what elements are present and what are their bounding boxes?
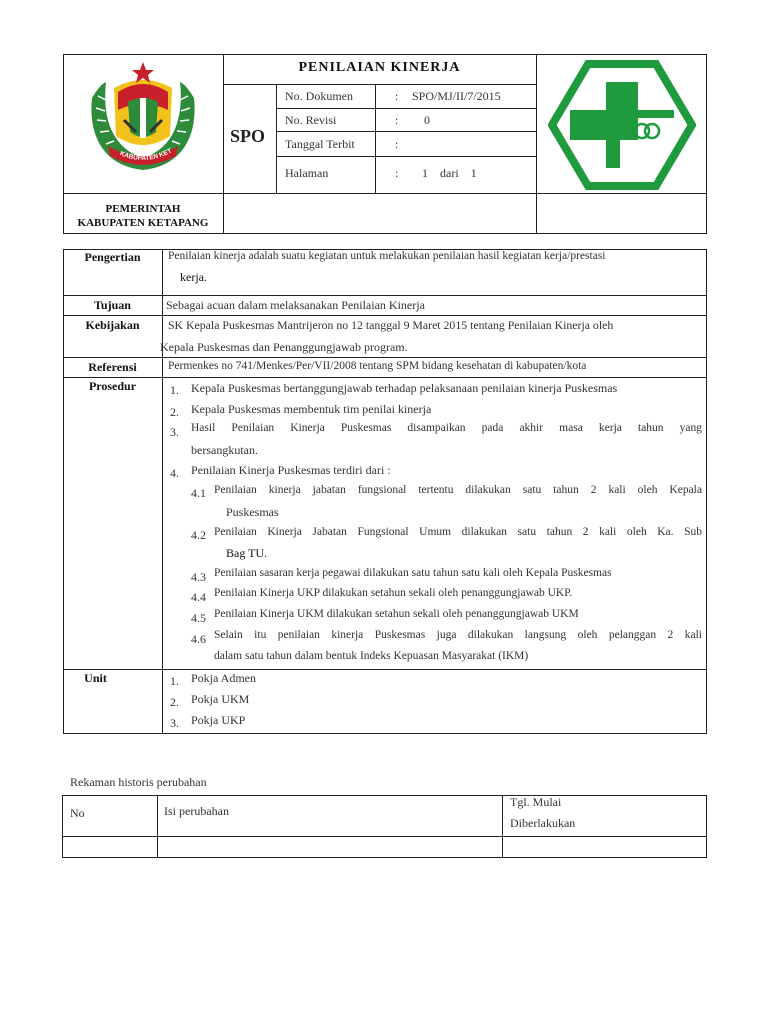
unit-item-number: 1.	[170, 674, 179, 688]
prosedur-item-number: 4.	[170, 466, 179, 480]
field-value-no-revisi: 0	[424, 113, 430, 127]
prosedur-item-number: 3.	[170, 425, 179, 439]
referensi-text: Permenkes no 741/Menkes/Per/VII/2008 tentang SPM bidang kesehatan di kabupaten/kota	[168, 360, 587, 372]
field-label-tanggal-terbit: Tanggal Terbit	[285, 137, 355, 151]
prosedur-item: Hasil Penilaian Kinerja Puskesmas disampaikan pada akhir masa kerja tahun yang	[191, 422, 702, 434]
puskesmas-logo	[548, 60, 696, 190]
field-label-halaman: Halaman	[285, 166, 329, 180]
row-label-tujuan: Tujuan	[94, 298, 131, 312]
field-value-no-dokumen: SPO/MJ/II/7/2015	[412, 89, 501, 103]
unit-item: Pokja UKM	[191, 692, 250, 706]
prosedur-subitem-number: 4.6	[191, 632, 206, 646]
history-col-tgl-cont: Diberlakukan	[510, 816, 576, 830]
spo-label: SPO	[230, 126, 266, 146]
prosedur-item-number: 2.	[170, 405, 179, 419]
prosedur-subitem-number: 4.3	[191, 570, 206, 584]
prosedur-subitem: Penilaian Kinerja UKP dilakukan setahun sekali oleh penanggungjawab UKP.	[214, 587, 573, 599]
history-col-isi: Isi perubahan	[164, 804, 229, 818]
prosedur-subitem: Penilaian Kinerja UKM dilakukan setahun sekali oleh penanggungjawab UKM	[214, 608, 579, 620]
pengertian-text: Penilaian kinerja adalah suatu kegiatan untuk melakukan penilaian hasil kegiatan kerja/prestasi	[168, 250, 606, 262]
prosedur-item: Kepala Puskesmas bertanggungjawab terhadap pelaksanaan penilaian kinerja Puskesmas	[191, 381, 618, 395]
prosedur-subitem: Penilaian Kinerja Jabatan Fungsional Umum dilakukan satu tahun 2 kali oleh Ka. Sub	[214, 526, 702, 538]
prosedur-subitem: Selain itu penilaian kinerja Puskesmas juga dilakukan langsung oleh pelanggan 2 kali	[214, 629, 702, 641]
row-label-kebijakan: Kebijakan	[85, 318, 140, 332]
prosedur-item-number: 1.	[170, 383, 179, 397]
tujuan-text: Sebagai acuan dalam melaksanakan Penilaian Kinerja	[166, 298, 425, 312]
history-caption: Rekaman historis perubahan	[70, 775, 207, 789]
kebijakan-text: SK Kepala Puskesmas Mantrijeron no 12 tanggal 9 Maret 2015 tentang Penilaian Kinerja oleh	[168, 318, 614, 332]
row-label-referensi: Referensi	[88, 360, 137, 374]
prosedur-subitem-number: 4.1	[191, 486, 206, 500]
prosedur-item: Penilaian Kinerja Puskesmas terdiri dari :	[191, 463, 391, 477]
row-label-pengertian: Pengertian	[84, 250, 141, 264]
unit-item-number: 2.	[170, 695, 179, 709]
prosedur-subitem-number: 4.5	[191, 611, 206, 625]
history-col-tgl: Tgl. Mulai	[510, 795, 562, 809]
history-table	[62, 795, 707, 858]
gov-line-1: PEMERINTAH	[105, 203, 181, 215]
field-colon: :	[395, 89, 399, 103]
field-label-no-revisi: No. Revisi	[285, 113, 337, 127]
history-col-no: No	[70, 806, 85, 820]
row-label-unit: Unit	[84, 671, 107, 685]
logo-ring-text: KABUPATEN KET	[118, 147, 173, 163]
prosedur-subitem-number: 4.2	[191, 528, 206, 542]
gov-line-2: KABUPATEN KETAPANG	[77, 217, 209, 229]
header-title: PENILAIAN KINERJA	[298, 60, 461, 75]
prosedur-item-cont: bersangkutan.	[191, 443, 258, 457]
field-colon: :	[395, 137, 399, 151]
pengertian-text-cont: kerja.	[180, 270, 207, 284]
unit-item-number: 3.	[170, 716, 179, 730]
field-label-no-dokumen: No. Dokumen	[285, 89, 353, 103]
prosedur-subitem-cont: dalam satu tahun dalam bentuk Indeks Kepuasan Masyarakat (IKM)	[214, 650, 529, 662]
field-colon: :	[395, 166, 399, 180]
kebijakan-text-cont: Kepala Puskesmas dan Penanggungjawab program.	[160, 340, 408, 354]
prosedur-item: Kepala Puskesmas membentuk tim penilai kinerja	[191, 402, 432, 416]
field-value-halaman: 1 dari 1	[422, 166, 477, 180]
prosedur-subitem: Penilaian kinerja jabatan fungsional tertentu dilakukan satu tahun 2 kali oleh Kepala	[214, 484, 702, 496]
field-colon: :	[395, 113, 399, 127]
kabupaten-ketapang-logo	[84, 58, 202, 176]
row-label-prosedur: Prosedur	[88, 379, 137, 393]
unit-item: Pokja Admen	[191, 671, 256, 685]
prosedur-subitem-number: 4.4	[191, 590, 206, 604]
unit-item: Pokja UKP	[191, 713, 246, 727]
prosedur-subitem-cont: Puskesmas	[226, 505, 279, 519]
prosedur-subitem-cont: Bag TU.	[226, 546, 268, 560]
prosedur-subitem: Penilaian sasaran kerja pegawai dilakukan satu tahun satu kali oleh Kepala Puskesmas	[214, 567, 612, 579]
